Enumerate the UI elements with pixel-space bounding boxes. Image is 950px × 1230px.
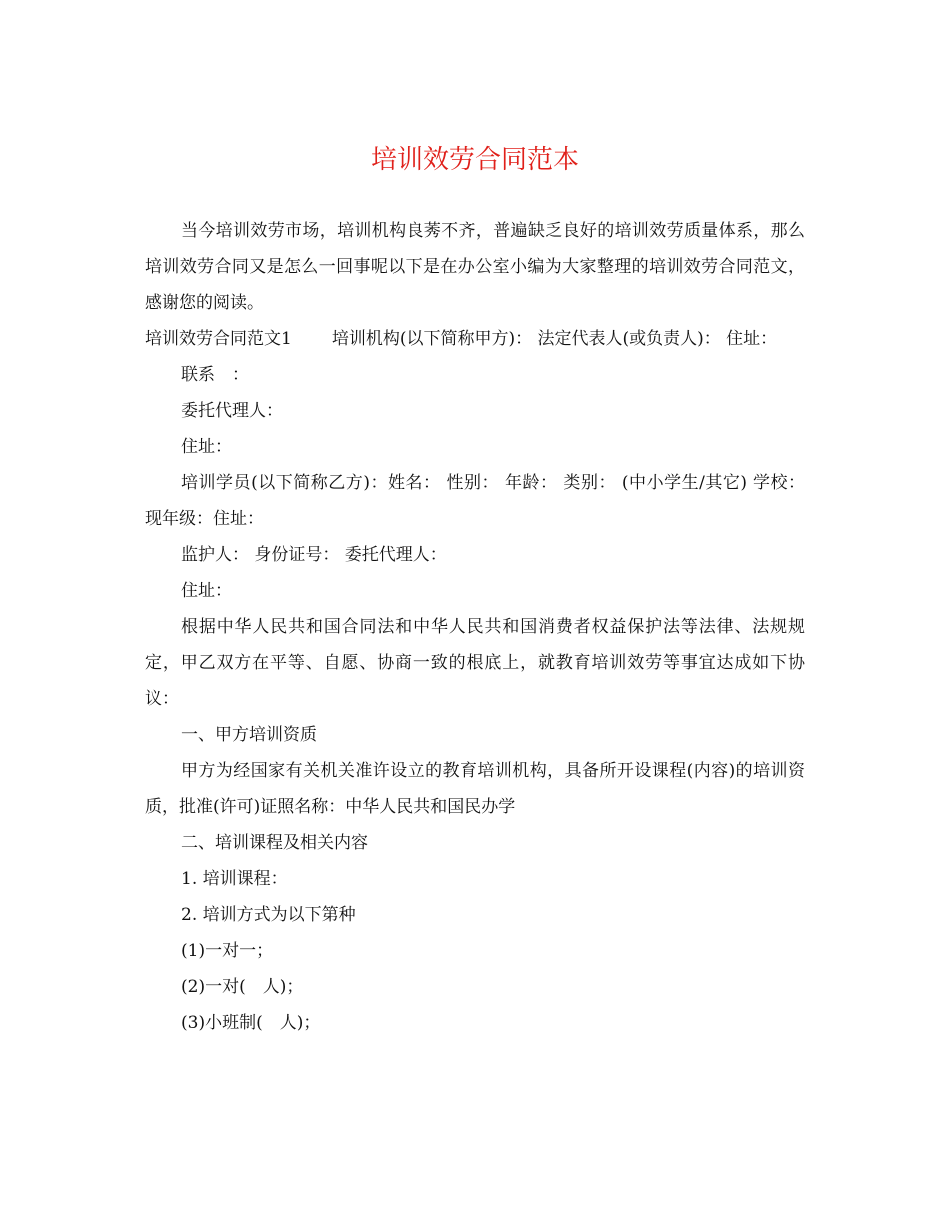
section-1-heading: 一、甲方培训资质 — [181, 725, 317, 745]
item-2: 2. 培训方式为以下第种 — [181, 905, 356, 925]
guardian-line: 监护人： 身份证号： 委托代理人： — [181, 545, 447, 565]
basis-paragraph: 根据中华人民共和国合同法和中华人民共和国消费者权益保护法等法律、法规规定，甲乙双方在平等、自愿、协商一致的根底上，就教育培训效劳等事宜达成如下协议： — [145, 617, 805, 709]
address-line-1: 住址： — [181, 437, 232, 457]
party-a-line: 培训机构(以下简称甲方)： 法定代表人(或负责人)： 住址： — [331, 329, 778, 349]
address-line-2: 住址： — [181, 581, 232, 601]
sample-heading: 培训效劳合同范文1 — [145, 329, 292, 349]
section-2-heading: 二、培训课程及相关内容 — [181, 833, 368, 853]
option-3: (3)小班制( 人)； — [181, 1013, 321, 1033]
section-1-paragraph: 甲方为经国家有关机关准许设立的教育培训机构，具备所开设课程(内容)的培训资质，批准(许可)证照名称：中华人民共和国民办学 — [145, 761, 805, 817]
option-2: (2)一对( 人)； — [181, 977, 304, 997]
sample-heading-line — [145, 321, 805, 357]
intro-paragraph: 当今培训效劳市场，培训机构良莠不齐，普遍缺乏良好的培训效劳质量体系，那么培训效劳合同又是怎么一回事呢以下是在办公室小编为大家整理的培训效劳合同范文，感谢您的阅读。 — [145, 221, 805, 313]
document-body — [145, 213, 805, 1041]
agent-line: 委托代理人： — [181, 401, 283, 421]
document-title: 培训效劳合同范本 — [370, 145, 579, 175]
option-1: (1)一对一； — [181, 941, 274, 961]
contact-line: 联系 ： — [181, 365, 249, 385]
party-b-line: 培训学员(以下简称乙方)：姓名： 性别： 年龄： 类别： (中小学生/其它) 学校： 现年级：住址： — [145, 473, 805, 529]
item-1: 1. 培训课程： — [181, 869, 288, 889]
